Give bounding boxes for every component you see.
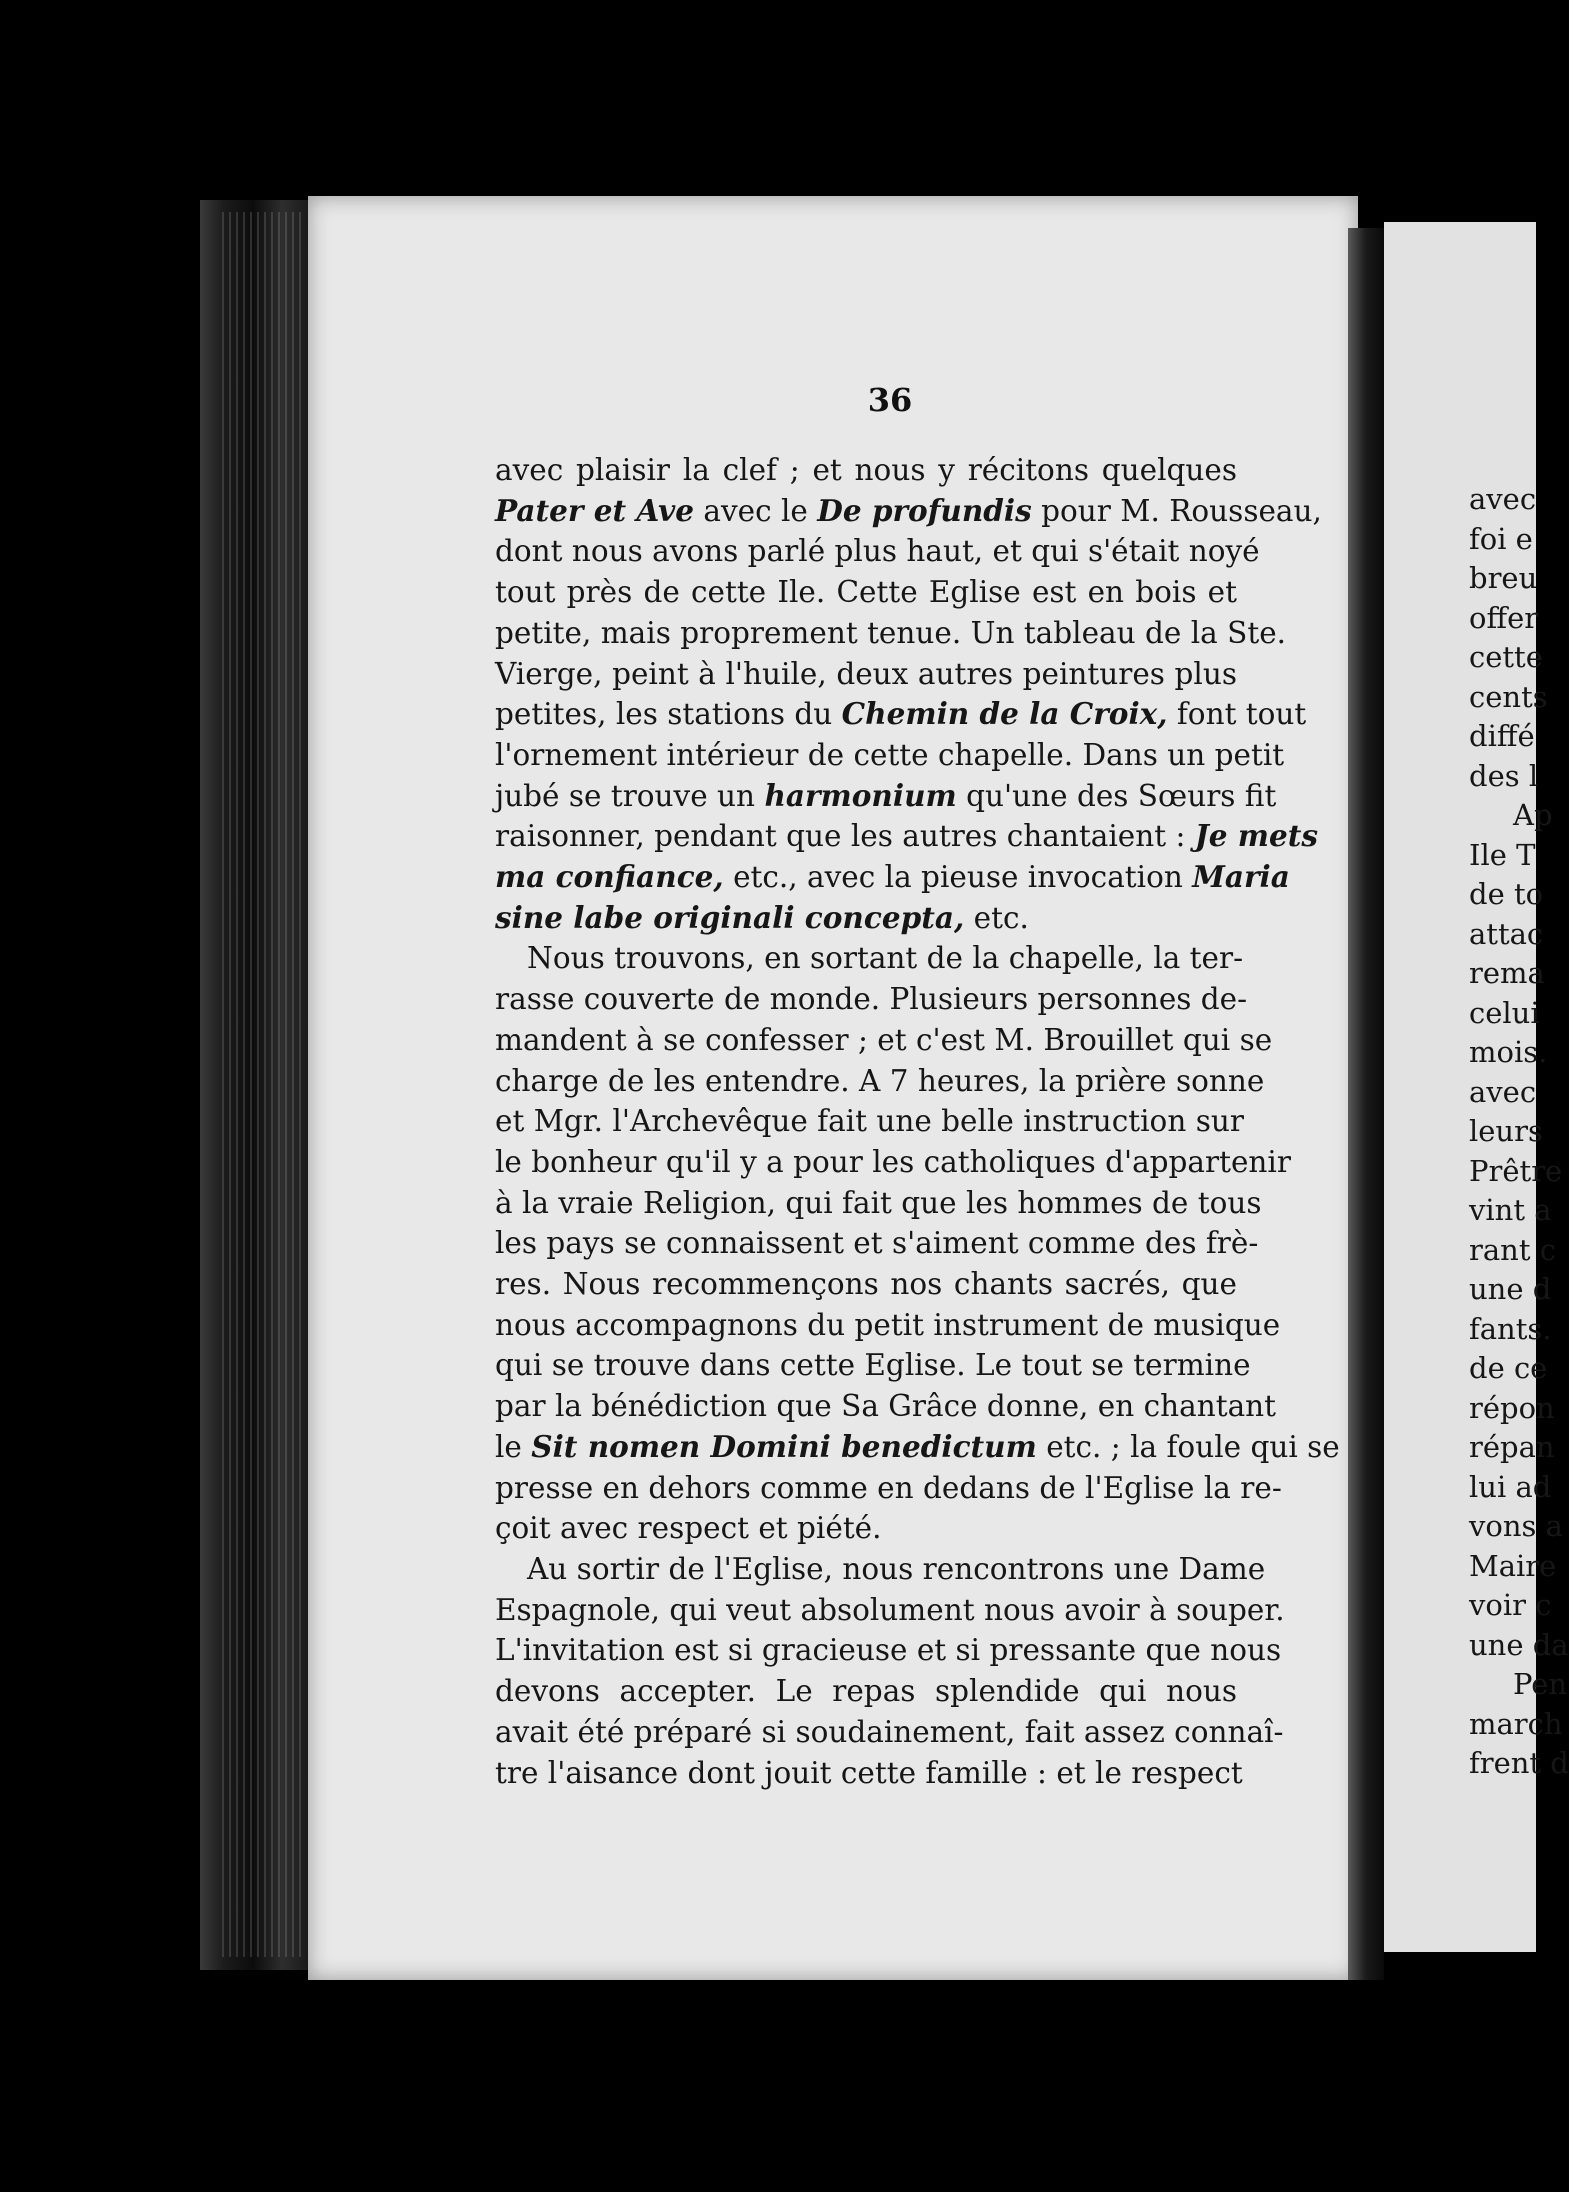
text-line [495,1630,1282,1671]
right-page-line: avec [1469,482,1537,516]
text-run: çoit avec respect et piété. [495,1511,882,1546]
text-line [495,1508,1237,1549]
page-edge-stripes [222,212,306,1957]
text-line [495,572,1237,613]
text-run: Vierge, peint à l'huile, deux autres peintures plus [495,656,1237,691]
text-run: presse en dehors comme en dedans de l'Eglise la re- [495,1470,1282,1505]
right-page-line: Maire [1469,1548,1557,1583]
text-run: l'ornement intérieur de cette chapelle. Dans un petit [495,737,1285,772]
right-page-line: breu [1469,561,1538,595]
right-page-line: vint a [1469,1193,1552,1227]
text-line [495,1712,1284,1753]
italic-text: ma confiance, [495,859,724,895]
text-run: avait été préparé si soudainement, fait assez connaî- [495,1714,1284,1749]
right-page-line: de to [1469,877,1544,911]
text-run: L'invitation est si gracieuse et si pressante que nous [495,1633,1282,1668]
italic-text: Je mets [1194,818,1318,854]
right-page-line: Pen [1513,1667,1568,1701]
right-page-line: foi e [1469,521,1533,556]
right-page-line: cette [1469,640,1543,674]
right-page-line: frent d [1469,1746,1569,1780]
right-page-line: rant c [1469,1232,1556,1267]
right-page-line: une d [1469,1272,1552,1306]
text-line [495,816,1318,857]
right-page-text-fragments [1469,480,1569,1784]
text-run: res. Nous recommençons nos chants sacrés, que [495,1267,1237,1302]
text-run: tout près de cette Ile. Cette Eglise est en bois et [495,575,1237,610]
text-line [495,654,1237,695]
italic-text: Maria [1192,859,1290,895]
right-page-line: vons a [1469,1509,1563,1543]
text-run: le bonheur qu'il y a pour les catholiques d'appartenir [495,1144,1291,1179]
body-text [495,450,1340,1793]
book-gutter [1348,228,1384,1980]
text-run: le [495,1429,532,1464]
text-line [495,1020,1273,1061]
text-run: par la bénédiction que Sa Grâce donne, en chantant [495,1389,1277,1424]
right-page-line: Prêtre [1469,1153,1563,1188]
right-page-line: lui ad [1469,1469,1552,1504]
right-page-line: offer [1469,600,1539,635]
text-line [495,1183,1262,1224]
text-line [495,1468,1282,1509]
right-page-line: mois. [1469,1035,1548,1069]
text-run: pour M. Rousseau, [1031,493,1322,528]
right-page-line: Ile T [1469,837,1536,872]
text-run: petites, les stations du [495,697,842,732]
italic-text: Pater et Ave [495,492,694,528]
text-line [495,857,1290,898]
text-run: et Mgr. l'Archevêque fait une belle instruction sur [495,1104,1244,1139]
text-run: devons accepter. Le repas splendide qui nous [495,1674,1237,1709]
text-run: petite, mais proprement tenue. Un tableau de la Ste. [495,615,1287,650]
italic-text: sine labe originali concepta, [495,899,965,935]
text-line [495,1590,1285,1631]
text-run: dont nous avons parlé plus haut, et qui s'était noyé [495,534,1260,569]
text-run: font tout [1167,697,1307,732]
text-line [495,1549,1266,1590]
text-line [495,1345,1251,1386]
text-run: etc., avec la pieuse invocation [723,860,1193,895]
text-line [495,1101,1244,1142]
right-page-line: attac [1469,916,1544,951]
right-page-line: rema [1469,956,1545,990]
text-run: charge de les entendre. A 7 heures, la prière sonne [495,1063,1265,1098]
text-run: les pays se connaissent et s'aiment comme des frè- [495,1226,1259,1261]
text-run: jubé se trouve un [495,778,765,813]
text-run: mandent à se confesser ; et c'est M. Brouillet qui se [495,1022,1273,1057]
italic-text: De profundis [817,492,1032,528]
text-line [495,531,1260,572]
right-page-line: répan [1469,1430,1555,1464]
text-line [495,1671,1237,1712]
text-run: rasse couverte de monde. Plusieurs personnes de- [495,982,1248,1017]
right-page-line: cents [1469,679,1548,714]
text-line [495,938,1244,979]
text-line [495,450,1237,491]
text-run: à la vraie Religion, qui fait que les hommes de tous [495,1185,1262,1220]
text-line [495,491,1322,532]
text-line [495,694,1307,735]
italic-text: Chemin de la Croix, [841,696,1168,732]
text-run: tre l'aisance dont jouit cette famille : et le respect [495,1755,1243,1790]
text-line [495,776,1277,817]
italic-text: harmonium [764,777,957,813]
text-line [495,613,1287,654]
text-run: Nous trouvons, en sortant de la chapelle, la ter- [527,941,1244,976]
text-run: avec le [693,493,818,528]
right-page-line: leurs [1469,1114,1543,1148]
text-line [495,1223,1259,1264]
text-run: etc. ; la foule qui se [1036,1429,1340,1464]
right-page-line: de ce [1469,1351,1548,1385]
text-run: Au sortir de l'Eglise, nous rencontrons une Dame [527,1551,1266,1586]
page-number: 36 [867,381,913,419]
text-run: qui se trouve dans cette Eglise. Le tout se termine [495,1348,1251,1383]
text-run: avec plaisir la clef ; et nous y récitons quelques [495,453,1237,487]
text-line [495,1061,1265,1102]
text-line [495,1264,1237,1305]
text-run: etc. [964,900,1029,935]
right-page-line: avec [1469,1074,1537,1109]
text-line [495,898,1237,939]
text-line [495,1427,1340,1468]
text-line [495,1753,1243,1794]
text-line [495,979,1248,1020]
italic-text: Sit nomen Domini benedictum [531,1428,1037,1464]
text-line [495,735,1285,776]
text-run: qu'une des Sœurs fit [956,778,1277,813]
text-run: nous accompagnons du petit instrument de musique [495,1307,1281,1342]
right-page-line: march [1469,1706,1563,1741]
text-line [495,1305,1281,1346]
right-page-line: une da [1469,1627,1569,1662]
right-page-line: Ap [1513,798,1553,832]
right-page-line: fants. [1469,1311,1552,1346]
right-page-line: voir c [1469,1588,1552,1622]
right-page-line: celui [1469,995,1540,1030]
text-line [495,1142,1291,1183]
text-run: raisonner, pendant que les autres chantaient : [495,819,1195,854]
text-line [495,1386,1277,1427]
right-page-line: diffé [1469,719,1535,753]
right-page-line: des l [1469,758,1539,793]
right-page-line: répon [1469,1390,1555,1425]
text-run: Espagnole, qui veut absolument nous avoir à souper. [495,1592,1285,1627]
